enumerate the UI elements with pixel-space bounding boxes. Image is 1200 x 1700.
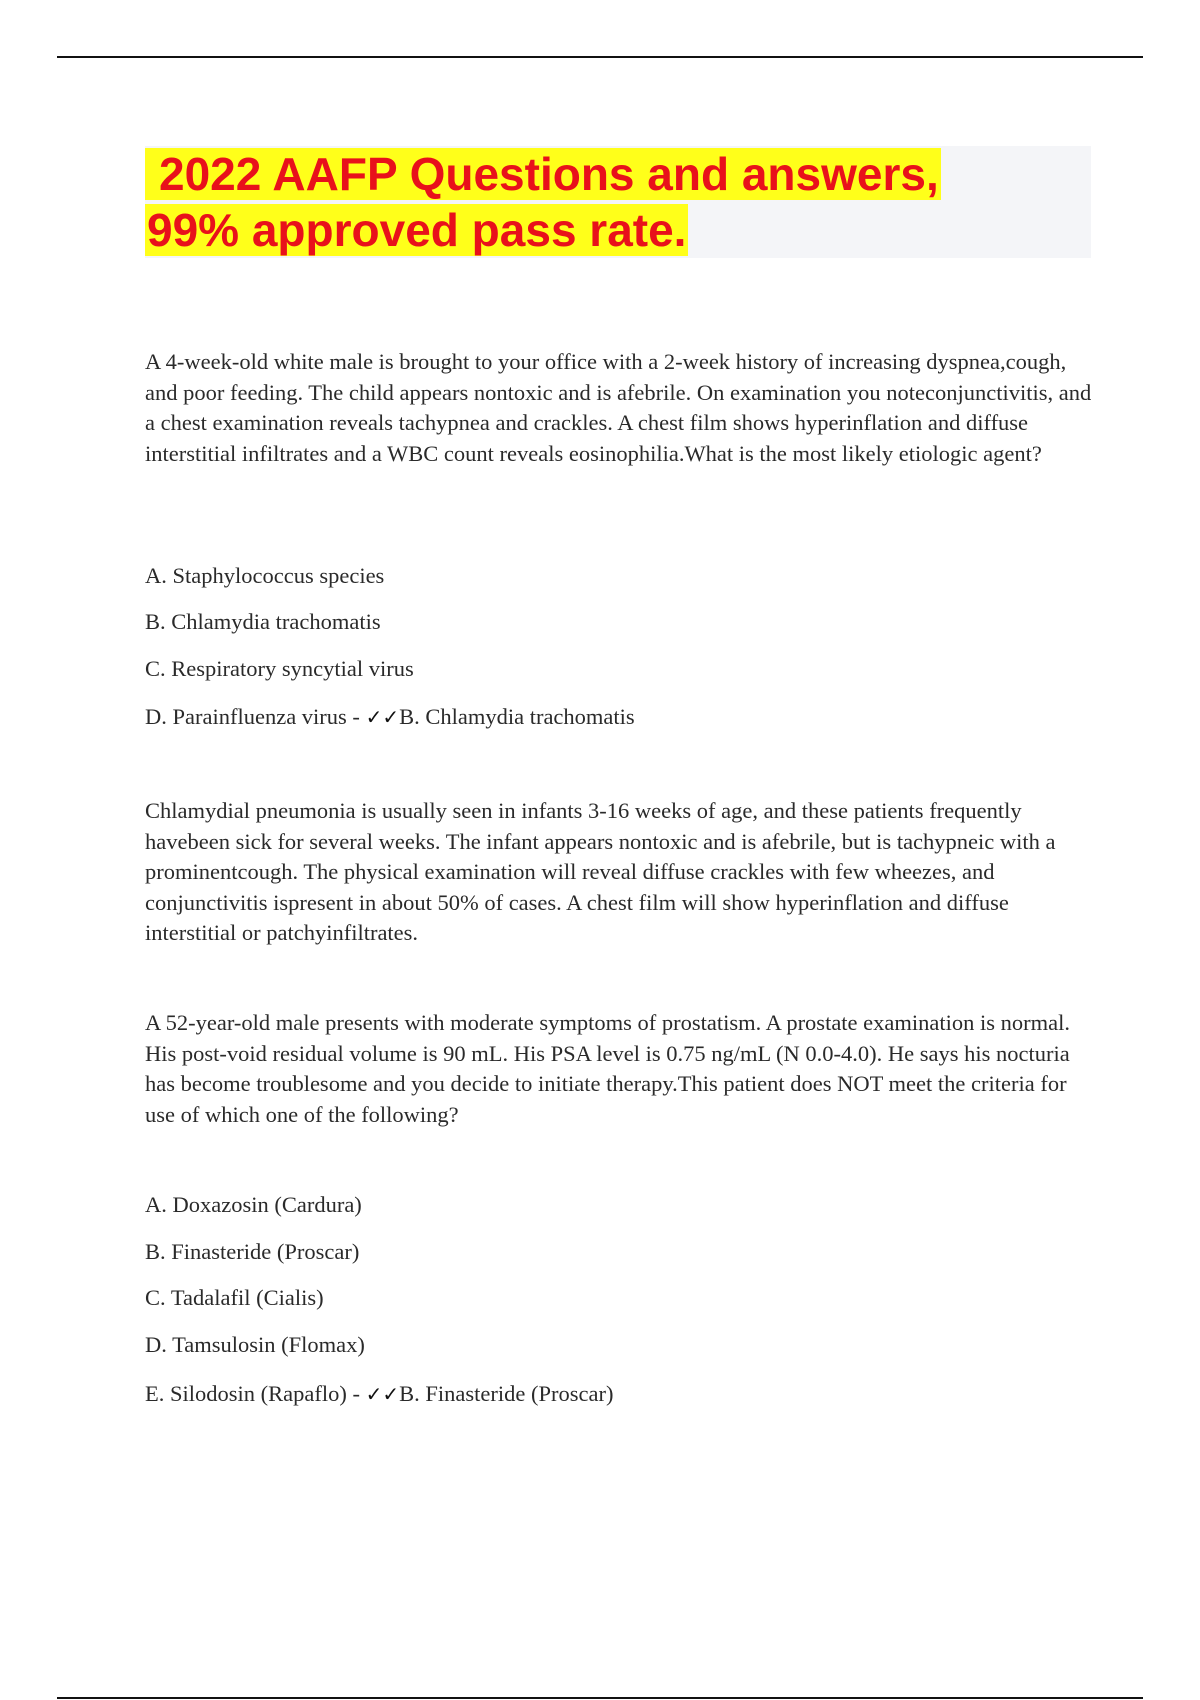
q2-option-d: D. Tamsulosin (Flomax) — [145, 1332, 365, 1357]
q2-answer: B. Finasteride (Proscar) — [399, 1381, 614, 1406]
check-mark-icon: ✓✓ — [365, 705, 400, 729]
q1-option-c: C. Respiratory syncytial virus — [145, 656, 414, 681]
q1-option-d: D. Parainfluenza virus - — [145, 704, 366, 729]
q1-answer: B. Chlamydia trachomatis — [399, 704, 635, 729]
q2-question — [145, 1008, 1095, 1130]
q1-explanation-text: Chlamydial pneumonia is usually seen in infants 3-16 weeks of age, and these patients frequently havebeen sick for several weeks. The infant appears nontoxic and is afebrile, but is tachypneic with a prominentcough. The physical examination will reveal diffuse crackles with few wheezes, and conjunctivitis ispresent in about 50% of cases. A chest film will show hyperinflation and diffuse interstitial or patchyinfiltrates. — [145, 798, 1056, 945]
q2-option-e: E. Silodosin (Rapaflo) - — [145, 1381, 366, 1406]
q1-explanation — [145, 796, 1095, 949]
q1-option-b: B. Chlamydia trachomatis — [145, 609, 381, 634]
page-title — [145, 146, 1091, 258]
q2-option-b: B. Finasteride (Proscar) — [145, 1239, 360, 1264]
q2-option-a: A. Doxazosin (Cardura) — [145, 1192, 362, 1217]
title-line-2: 99% approved pass rate. — [147, 204, 687, 256]
q1-question-text: A 4-week-old white male is brought to your office with a 2-week history of increasing dyspnea,cough, and poor feeding. The child appears nontoxic and is afebrile. On examination you noteconjunctivitis, and a chest examination reveals tachypnea and crackles. A chest film shows hyperinflation and diffuse interstitial infiltrates and a WBC count reveals eosinophilia.What is the most likely etiologic agent? — [145, 349, 1092, 466]
q2-option-c: C. Tadalafil (Cialis) — [145, 1285, 324, 1310]
q1-option-d-with-answer — [145, 702, 635, 732]
q2-option-e-with-answer — [145, 1379, 613, 1409]
title-line-1: 2022 AAFP Questions and answers, — [145, 148, 941, 200]
q2-question-text: A 52-year-old male presents with moderate symptoms of prostatism. A prostate examination is normal. His post-void residual volume is 90 mL. His PSA level is 0.75 ng/mL (N 0.0-4.0). He says his nocturia has become troublesome and you decide to initiate therapy.This patient does NOT meet the criteria for use of which one of the following? — [145, 1010, 1070, 1127]
q1-question — [145, 347, 1095, 469]
bottom-rule — [57, 1697, 1143, 1699]
top-rule — [57, 56, 1143, 58]
q1-option-a: A. Staphylococcus species — [145, 563, 385, 588]
check-mark-icon: ✓✓ — [365, 1382, 400, 1406]
